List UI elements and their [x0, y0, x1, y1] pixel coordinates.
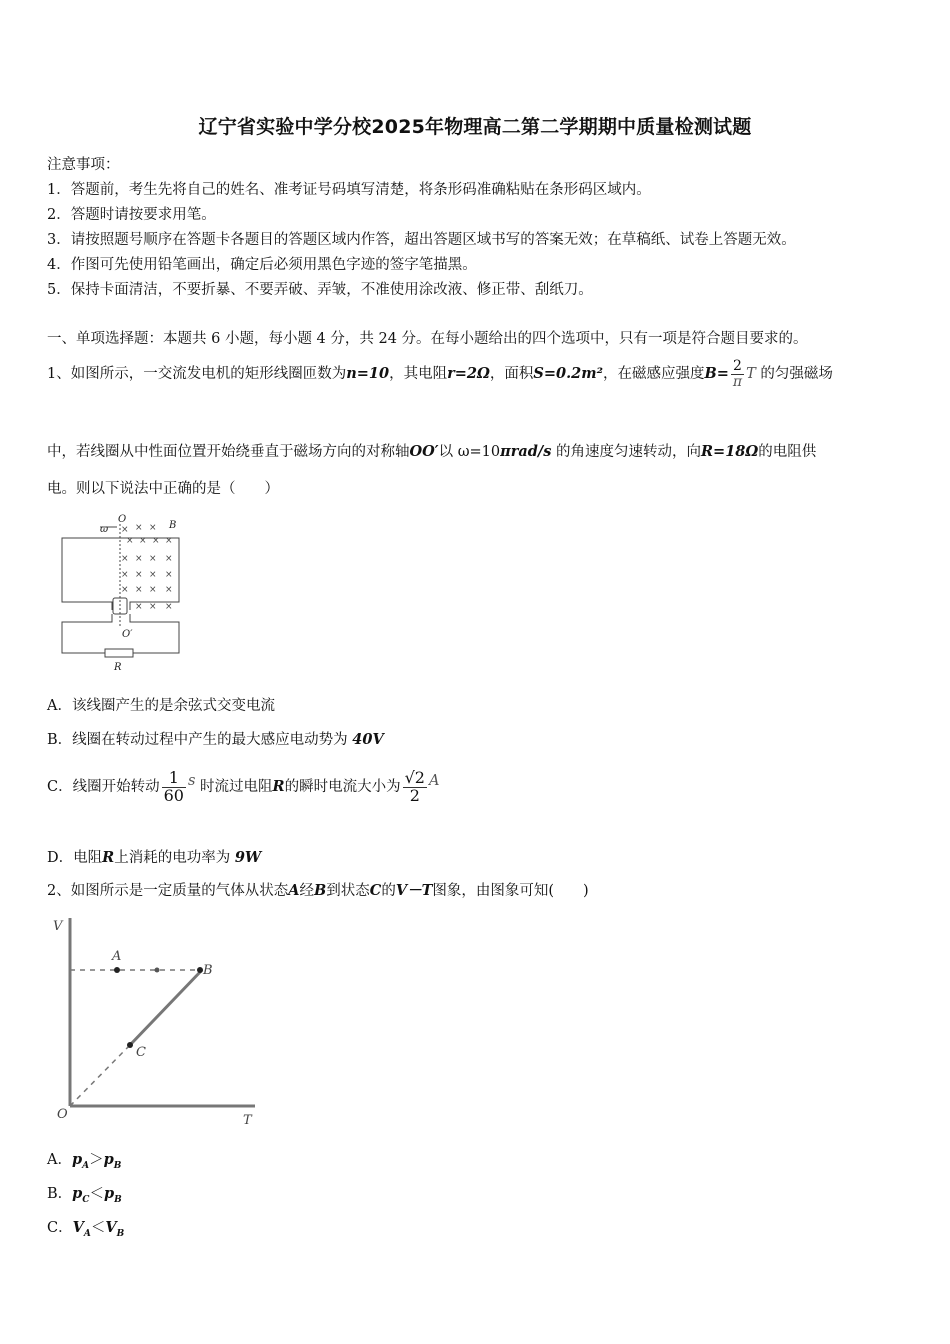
t-axis-label: T [243, 1113, 252, 1128]
q1-option-a[interactable]: A．该线圈产生的是余弦式交变电流 [47, 698, 275, 714]
svg-text:×: × [165, 602, 173, 612]
origin-label: O [57, 1107, 68, 1122]
svg-text:×: × [149, 570, 157, 580]
svg-text:×: × [121, 525, 129, 535]
svg-text:×: × [121, 554, 129, 564]
omega-label: ω [100, 524, 109, 535]
svg-text:×: × [149, 554, 157, 564]
svg-text:×: × [135, 554, 143, 564]
svg-text:×: × [135, 523, 143, 533]
svg-text:×: × [135, 570, 143, 580]
svg-text:×: × [152, 536, 160, 546]
notice-item: 3．请按照题号顺序在答题卡各题目的答题区域内作答，超出答题区域书写的答案无效；在草稿纸、试卷上答题无效。 [47, 232, 796, 248]
svg-text:×: × [126, 536, 134, 546]
svg-text:×: × [165, 536, 173, 546]
vt-graph-figure [45, 910, 270, 1132]
notice-item: 1．答题前，考生先将自己的姓名、准考证号码填写清楚，将条形码准确粘贴在条形码区域内。 [47, 182, 651, 198]
generator-coil-figure [55, 510, 195, 675]
q2-option-b[interactable]: B．$p_C<p_B$ [47, 1185, 122, 1205]
svg-text:×: × [139, 536, 147, 546]
svg-text:×: × [165, 585, 173, 595]
q2-option-c[interactable]: C．$V_A<V_B$ [47, 1219, 125, 1239]
q1-stem-line3: 电。则以下说法中正确的是（ ） [47, 481, 279, 497]
axis-top-label: O [118, 514, 127, 525]
point-a-label: A [112, 949, 122, 964]
svg-text:×: × [149, 523, 157, 533]
section-heading: 一、单项选择题：本题共 6 小题，每小题 4 分，共 24 分。在每小题给出的四个选项中，只有一项是符合题目要求的。 [47, 331, 808, 347]
svg-text:×: × [165, 554, 173, 564]
svg-text:×: × [149, 602, 157, 612]
axis-bottom-label: O′ [122, 629, 133, 640]
q1-option-d[interactable]: D．电阻R上消耗的电功率为 9W [47, 849, 262, 866]
point-c-label: C [136, 1045, 146, 1060]
q1-stem-line1: 1、如图所示，一交流发电机的矩形线圈匝数为n=10，其电阻r=2Ω，面积S=0.2m²，在磁感应强度B= $\frac{2}{\pi}$ T 的匀强磁场 [47, 357, 833, 390]
svg-text:×: × [121, 570, 129, 580]
v-axis-label: V [53, 919, 63, 934]
q1-option-c[interactable]: C．线圈开始转动 $\frac{1}{60}$ s 时流过电阻R的瞬时电流大小为 $\frac{√2}{2}$ A [47, 767, 440, 805]
q1-option-b[interactable]: B．线圈在转动过程中产生的最大感应电动势为 40V [47, 731, 384, 748]
notice-item: 2．答题时请按要求用笔。 [47, 207, 216, 223]
notice-item: 5．保持卡面清洁，不要折暴、不要弄破、弄皱，不准使用涂改液、修正带、刮纸刀。 [47, 282, 593, 298]
q2-option-a[interactable]: A．$p_A>p_B$ [47, 1151, 122, 1171]
svg-text:×: × [149, 585, 157, 595]
notice-heading: 注意事项： [47, 157, 120, 173]
page-title: 辽宁省实验中学分校2025年物理高二第二学期期中质量检测试题 [198, 116, 752, 138]
notice-item: 4．作图可先使用铅笔画出，确定后必须用黑色字迹的签字笔描黑。 [47, 257, 477, 273]
svg-text:×: × [135, 585, 143, 595]
q2-stem: 2、如图所示是一定质量的气体从状态A经B到状态C的V－T图象，由图象可知( ) [47, 882, 589, 899]
svg-text:×: × [135, 602, 143, 612]
point-b-label: B [203, 963, 213, 978]
svg-text:×: × [165, 570, 173, 580]
q1-stem-line2: 中，若线圈从中性面位置开始绕垂直于磁场方向的对称轴OO′以 ω=10πrad/s 的角速度匀速转动，向R=18Ω的电阻供 [47, 443, 817, 460]
b-fraction: $\frac{2}{\pi}$ [732, 357, 743, 390]
resistor-label: R [114, 662, 122, 673]
svg-text:×: × [121, 585, 129, 595]
field-b-label: B [169, 520, 177, 531]
